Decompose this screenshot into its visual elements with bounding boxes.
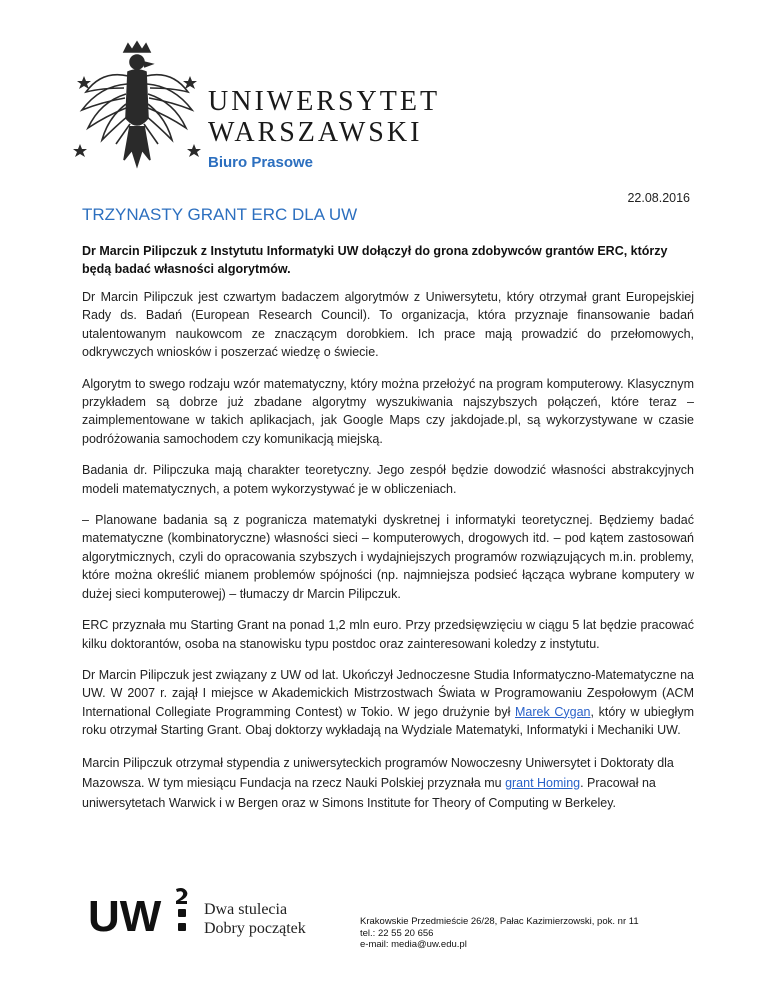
paragraph-7-text-a: Marcin Pilipczuk otrzymał stypendia z uniwersyteckich programów Nowoczesny Uniwersytet i Doktoraty dla Mazowsza. W tym miesiącu Fundacja na rzecz Nauki Polskiej przyznała mu: [82, 755, 674, 790]
press-office-label: Biuro Prasowe: [208, 154, 314, 171]
document-date: 22.08.2016: [627, 191, 690, 205]
university-name-line2: WARSZAWSKI: [208, 117, 423, 148]
paragraph-6: [82, 666, 694, 740]
contact-phone: tel.: 22 55 20 656: [360, 927, 434, 939]
paragraph-1: Dr Marcin Pilipczuk jest czwartym badaczem algorytmów z Uniwersytetu, który otrzymał grant Europejskiej Rady ds. Badań (European Research Council). To organizacja, która przyznaje finansowanie badań utalentowanym naukowcom ze znaczącym dorobkiem. Ich prace mają prowadzić do przełomowych, odkrywczych wniosków i poszerzać wiedzę o świecie.: [82, 290, 694, 360]
paragraph-7-text-b: . Pracował na uniwersytetach Warwick i w Bergen oraz w Simons Institute for Theory of Computing w Berkeley.: [82, 775, 656, 810]
document-title: TRZYNASTY GRANT ERC DLA UW: [82, 205, 358, 224]
university-name: [208, 86, 440, 148]
paragraph-3: Badania dr. Pilipczuka mają charakter teoretyczny. Jego zespół będzie dowodzić własności abstrakcyjnych modeli matematycznych, a potem wykorzystywać je w obliczeniach.: [82, 463, 694, 496]
article-body: [82, 288, 694, 826]
eagle-crest-icon: [72, 40, 202, 180]
paragraph-7: [82, 753, 694, 813]
uw200-logo-icon: [88, 887, 198, 937]
uw-tagline: [204, 900, 306, 938]
tagline-line2: Dobry początek: [204, 920, 306, 937]
tagline-line1: Dwa stulecia: [204, 901, 288, 918]
paragraph-6-text-b: , który w ubiegłym roku otrzymał Starting Grant. Obaj doktorzy wykładają na Wydziale Matematyki, Informatyki i Mechaniki UW.: [82, 704, 695, 738]
paragraph-2: Algorytm to swego rodzaju wzór matematyczny, który można przełożyć na program komputerowy. Klasycznym przykładem są dobrze już zbadane algorytmy wyszukiwania najszybszych połączeń, które teraz – zaimplementowane w takich aplikacjach, jak Google Maps czy jakdojade.pl, są wykorzystywane w czasie podróżowania samochodem czy komunikacją miejską.: [82, 376, 694, 446]
paragraph-6-text-a: Dr Marcin Pilipczuk jest związany z UW od lat. Ukończył Jednoczesne Studia Informatyczno-Matematyczne na UW. W 2007 r. zajął I miejsce w Akademickich Mistrzostwach Świata w Programowaniu Zespołowym (ACM International Collegiate Programming Contest) w Tokio. W jego drużynie był: [82, 667, 694, 719]
paragraph-5: ERC przyznała mu Starting Grant na ponad 1,2 mln euro. Przy przedsięwzięciu w ciągu 5 lat będzie pracować kilku doktorantów, osoba na stanowisku typu postdoc oraz zainteresowani koledzy z instytutu.: [82, 618, 694, 651]
lead-paragraph: Dr Marcin Pilipczuk z Instytutu Informatyki UW dołączył do grona zdobywców grantów ERC, którzy będą badać własności algorytmów.: [82, 244, 668, 276]
contact-address: Krakowskie Przedmieście 26/28, Pałac Kazimierzowski, pok. nr 11: [360, 916, 639, 927]
university-name-line1: UNIWERSYTET: [208, 86, 441, 117]
marek-cygan-link[interactable]: Marek Cygan: [515, 704, 591, 719]
paragraph-4: – Planowane badania są z pogranicza matematyki dyskretnej i informatyki teoretycznej. Będziemy badać matematyczne (kombinatoryczne) własności sieci – komputerowych, drogowych itd. – pod kątem zastosowań algorytmicznych, czyli do opracowania szybszych i wydajniejszych programów rozwiązujących m.in. problemy, które można określić mianem problemów spójności (np. najmniejsza podsieć łącząca wybrane komputery w dużej sieci komputerowej) – tłumaczy dr Marcin Pilipczuk.: [82, 513, 694, 601]
uw-logo-text: UW: [88, 892, 162, 937]
contact-email: e-mail: media@uw.edu.pl: [360, 939, 467, 950]
contact-info: [360, 916, 639, 951]
grant-homing-link[interactable]: grant Homing: [505, 775, 581, 790]
